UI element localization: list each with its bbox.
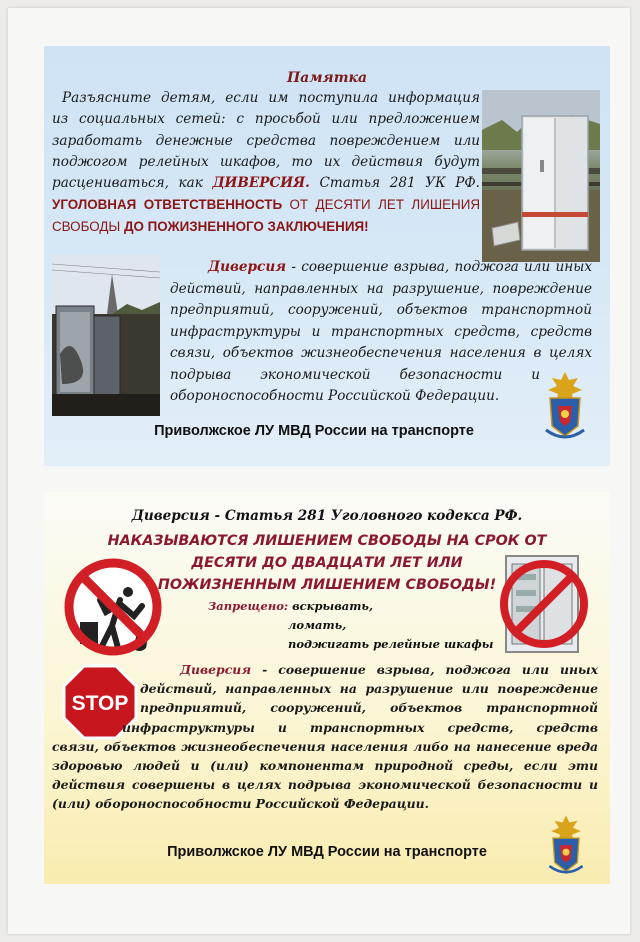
definition-line: предприятий, сооружений, объектов транспортной [170, 302, 592, 318]
punishment-line: ДЕСЯТИ ДО ДВАДЦАТИ ЛЕТ ИЛИ [191, 555, 463, 571]
organization-name-top: Приволжское ЛУ МВД России на транспорте [154, 423, 474, 439]
warning-panel [44, 492, 610, 884]
stop-sign-label: STOP [71, 692, 129, 715]
definition-line: действий, направленных на разрушение или повреждение [140, 681, 598, 697]
memo-title: Памятка [286, 70, 368, 86]
memo-line: СВОБОДЫ ДО ПОЖИЗНЕННОГО ЗАКЛЮЧЕНИЯ! [52, 218, 369, 234]
leaflet-page [8, 8, 630, 934]
no-vandalism-icon [60, 554, 166, 664]
memo-line: поджогом релейных шкафов, то их действия будут [52, 153, 480, 170]
burned-cabinet-photo [52, 254, 160, 416]
diversion-definition-bottom [52, 660, 598, 814]
forbid-line: Запрещено: вскрывать, [208, 599, 373, 613]
memo-line: расцениваться, как ДИВЕРСИЯ. Статья 281 УК РФ. [52, 175, 480, 192]
diversion-definition-top [170, 257, 592, 408]
forbidden-actions [208, 597, 508, 654]
punishment-line: ПОЖИЗНЕННЫМ ЛИШЕНИЕМ СВОБОДЫ! [157, 577, 497, 593]
forbid-line: поджигать релейные шкафы [288, 637, 494, 651]
definition-line: предприятий, сооружений, объектов транспортной [140, 700, 598, 716]
definition-line: действия совершены в целях подрыва экономической безопасности и [52, 777, 598, 793]
definition-line: инфраструктуры и транспортных средств, средств [122, 719, 598, 735]
definition-line: действий, направленных на разрушение, повреждение [170, 280, 592, 297]
memo-text [52, 88, 480, 237]
memo-line: Разъясните детям, если им поступила информация [62, 90, 480, 106]
definition-line: Диверсия - совершение взрыва, поджога или иных [208, 259, 592, 275]
relay-cabinet-photo [482, 90, 600, 262]
definition-line: связи, объектов жизнеобеспечения населения либо на нанесение вреда [52, 738, 598, 754]
no-cabinet-icon [496, 550, 592, 658]
memo-line: УГОЛОВНАЯ ОТВЕТСТВЕННОСТЬ ОТ ДЕСЯТИ ЛЕТ ЛИШЕНИЯ [52, 197, 480, 213]
definition-line: (или) обороноспособности Российской Федерации. [52, 796, 429, 812]
forbid-line: ломать, [288, 618, 347, 632]
punishment-line: НАКАЗЫВАЮТСЯ ЛИШЕНИЕМ СВОБОДЫ НА СРОК ОТ [107, 533, 547, 549]
definition-line: связи, объектов жизнеобеспечения населения в целях [170, 345, 592, 361]
memo-line: заработать денежные средства повреждением или [52, 132, 480, 149]
definition-line: инфраструктуры и транспортных средств, средств [170, 323, 592, 340]
definition-line: здоровью людей и (или) компонентам природной среды, если эти [52, 758, 598, 774]
article-title: Диверсия - Статья 281 Уголовного кодекса РФ. [131, 508, 523, 524]
organization-name-bottom: Приволжское ЛУ МВД России на транспорте [167, 844, 487, 860]
definition-line: подрыва экономической безопасности и [170, 366, 540, 383]
memo-line: из социальных сетей: с просьбой или предложением [52, 111, 480, 128]
definition-line: Диверсия - совершение взрыва, поджога или иных [180, 662, 598, 677]
memo-panel [44, 46, 610, 466]
definition-line: обороноспособности Российской Федерации. [170, 388, 500, 404]
